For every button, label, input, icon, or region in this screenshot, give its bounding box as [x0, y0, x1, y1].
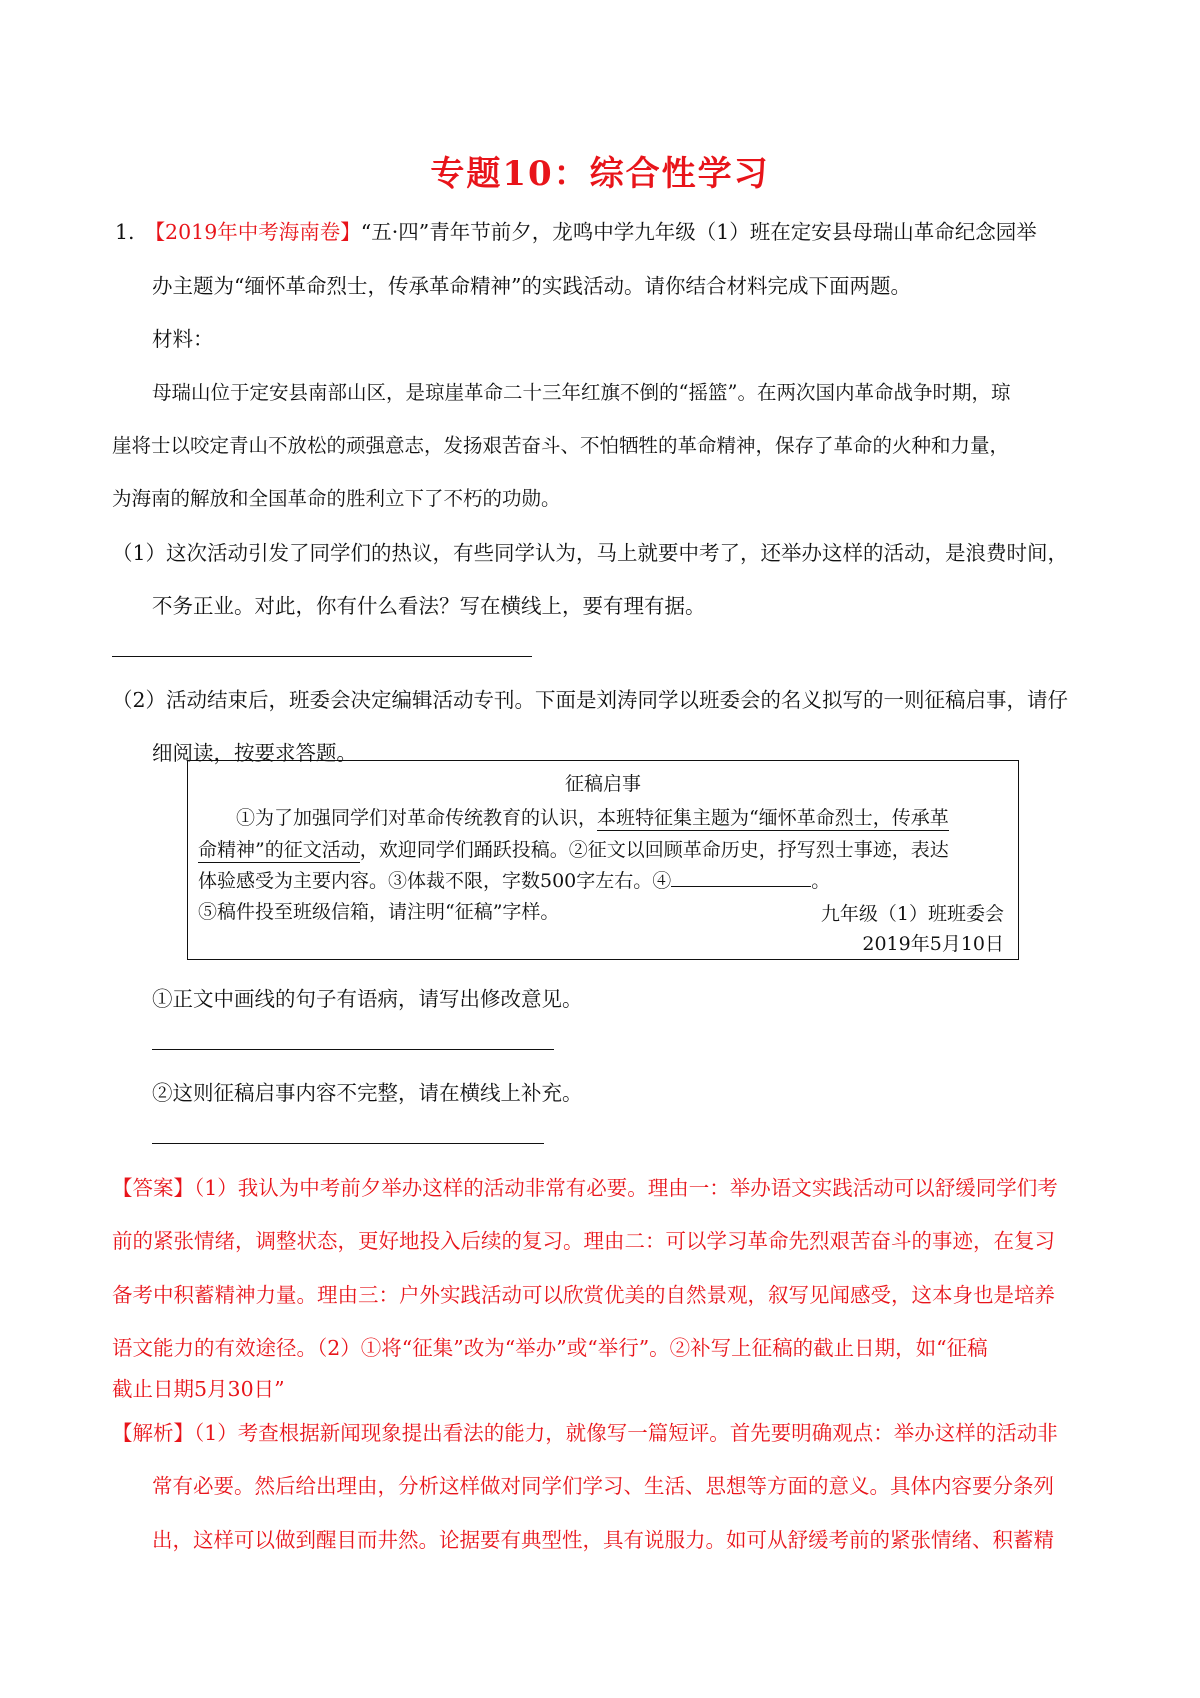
- answer-blank-line-2[interactable]: [152, 1049, 554, 1050]
- notice-date: 2019年5月10日: [862, 933, 1004, 955]
- material-line-3: 为海南的解放和全国革命的胜利立下了不朽的功勋。: [112, 487, 561, 510]
- notice-underlined-sentence-part-1: 本班特征集主题为“缅怀革命烈士，传承革: [597, 807, 949, 829]
- sub-question-1-line-2: 不务正业。对此，你有什么看法？写在横线上，要有理有据。: [152, 594, 706, 618]
- question-source: 【2019年中考海南卷】: [144, 220, 361, 244]
- answer-blank-line-1[interactable]: [112, 656, 532, 657]
- sub-question-1-line-1: （1）这次活动引发了同学们的热议，有些同学认为，马上就要中考了，还举办这样的活动，是浪费时间，: [112, 541, 1069, 565]
- notice-line-1: [236, 805, 949, 831]
- notice-box: [187, 760, 1019, 960]
- notice-line-3: [198, 868, 830, 894]
- sub-question-2-line-1: （2）活动结束后，班委会决定编辑活动专刊。下面是刘涛同学以班委会的名义拟写的一则征稿启事，请仔: [112, 688, 1069, 712]
- notice-line-3-text: 体验感受为主要内容。③体裁不限，字数500字左右。④: [198, 870, 672, 892]
- task-1: ①正文中画线的句子有语病，请写出修改意见。: [152, 987, 583, 1011]
- analysis-line-2: 常有必要。然后给出理由，分析这样做对同学们学习、生活、思想等方面的意义。具体内容要分条列: [152, 1474, 1054, 1498]
- page-title: 专题10：综合性学习: [430, 154, 770, 194]
- notice-line-2-text: ，欢迎同学们踊跃投稿。②征文以回顾革命历史，抒写烈士事迹，表达: [359, 839, 949, 861]
- notice-title: 征稿启事: [564, 773, 641, 795]
- notice-signature: 九年级（1）班班委会: [820, 903, 1004, 925]
- answer-line-5: 截止日期5月30日”: [112, 1377, 285, 1401]
- notice-fill-blank[interactable]: [671, 868, 811, 887]
- question-1-first-line: [115, 218, 1037, 246]
- notice-line-2: [198, 837, 949, 863]
- notice-line-1-text: ①为了加强同学们对革命传统教育的认识，: [236, 807, 598, 829]
- answer-blank-line-3[interactable]: [152, 1143, 544, 1144]
- answer-line-2: 前的紧张情绪，调整状态，更好地投入后续的复习。理由二：可以学习革命先烈艰苦奋斗的事迹，在复习: [112, 1229, 1055, 1253]
- analysis-line-3: 出，这样可以做到醒目而井然。论据要有典型性，具有说服力。如可从舒缓考前的紧张情绪、积蓄精: [152, 1528, 1054, 1552]
- notice-underlined-sentence-part-2: 命精神”的征文活动: [198, 839, 360, 861]
- notice-line-3-end: 。: [811, 870, 831, 892]
- notice-line-4: ⑤稿件投至班级信箱，请注明“征稿”字样。: [198, 901, 560, 923]
- material-label: 材料：: [152, 327, 214, 351]
- sub-question-2-line-2: 细阅读，按要求答题。: [152, 741, 357, 765]
- question-stem-line-1: “五·四”青年节前夕，龙鸣中学九年级（1）班在定安县母瑞山革命纪念园举: [360, 220, 1037, 244]
- material-line-2: 崖将士以咬定青山不放松的顽强意志，发扬艰苦奋斗、不怕牺牲的革命精神，保存了革命的火种和力量，: [112, 434, 1010, 457]
- material-line-1: 母瑞山位于定安县南部山区，是琼崖革命二十三年红旗不倒的“摇篮”。在两次国内革命战争时期，琼: [152, 381, 1011, 404]
- analysis-line-1: 【解析】（1）考查根据新闻现象提出看法的能力，就像写一篇短评。首先要明确观点：举办这样的活动非: [112, 1421, 1058, 1445]
- question-stem-line-2: 办主题为“缅怀革命烈士，传承革命精神”的实践活动。请你结合材料完成下面两题。: [152, 274, 911, 298]
- task-2: ②这则征稿启事内容不完整，请在横线上补充。: [152, 1081, 583, 1105]
- answer-line-3: 备考中积蓄精神力量。理由三：户外实践活动可以欣赏优美的自然景观，叙写见闻感受，这本身也是培养: [112, 1283, 1055, 1307]
- question-number: 1.: [115, 220, 135, 244]
- answer-line-1: 【答案】（1）我认为中考前夕举办这样的活动非常有必要。理由一：举办语文实践活动可以舒缓同学们考: [112, 1176, 1058, 1200]
- answer-line-4: 语文能力的有效途径。（2）①将“征集”改为“举办”或“举行”。②补写上征稿的截止日期，如“征稿: [112, 1336, 988, 1360]
